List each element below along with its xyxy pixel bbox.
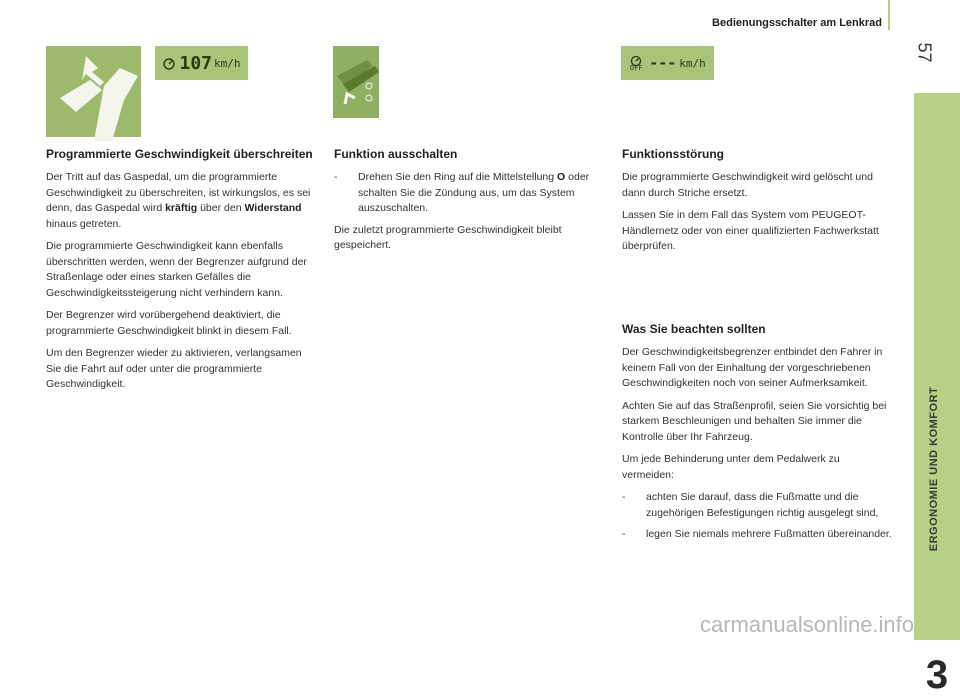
off-display — [621, 46, 714, 80]
section-heading: Was Sie beachten sollten — [622, 322, 766, 336]
section-heading: Programmierte Geschwindigkeit überschreiten — [46, 147, 313, 161]
list-item-text: legen Sie niemals mehrere Fußmatten übereinander. — [646, 528, 892, 540]
pedal-illustration — [46, 46, 141, 137]
speed-value: 107 — [179, 52, 212, 74]
section-malfunction — [622, 147, 894, 262]
list-item-text — [358, 170, 598, 217]
header-title: Bedienungsschalter am Lenkrad — [712, 17, 882, 29]
section-notes — [622, 322, 894, 549]
paragraph: Der Geschwindigkeitsbegrenzer entbindet den Fahrer in keinem Fall von der Einhaltung der vorgeschriebenen Geschwindigkeiten noch von seiner Aufmerksamkeit. — [622, 346, 883, 389]
section-override — [46, 147, 318, 400]
dashes: --- — [649, 54, 677, 72]
paragraph: Um den Begrenzer wieder zu aktivieren, verlangsamen Sie die Fahrt auf oder unter die programmierte Geschwindigkeit. — [46, 347, 302, 390]
off-label: OFF — [629, 64, 643, 72]
paragraph: Die programmierte Geschwindigkeit kann ebenfalls überschritten werden, wenn der Begrenzer aufgrund der Straßenlage oder eines starken Gefälles die Geschwindigkeitssteigerung nicht verhindern kann. — [46, 240, 307, 299]
list-dash: - — [334, 171, 338, 183]
speed-unit: km/h — [214, 56, 241, 70]
section-heading: Funktionsstörung — [622, 147, 724, 161]
paragraph: Achten Sie auf das Straßenprofil, seien Sie vorsichtig bei starkem Beschleunigen und behalten Sie immer die Kontrolle über Ihr Fahrzeug. — [622, 399, 887, 443]
text-span: oder schalten Sie die Zündung aus, um das System auszuschalten. — [358, 171, 590, 214]
header-rule — [888, 0, 890, 30]
list-dash: - — [622, 491, 626, 503]
paragraph: Der Begrenzer wird vorübergehend deaktiviert, die programmierte Geschwindigkeit blinkt in diesem Fall. — [46, 309, 292, 337]
list-item — [622, 490, 894, 521]
paragraph: Lassen Sie in dem Fall das System vom PEUGEOT-Händlernetz oder von einer qualifizierten Fachwerkstatt überprüfen. — [622, 209, 879, 252]
text-span: hinaus getreten. — [46, 217, 122, 230]
paragraph — [46, 170, 318, 232]
chapter-number: 3 — [925, 653, 949, 697]
bold-text: O — [557, 171, 566, 183]
paragraph: Die programmierte Geschwindigkeit wird gelöscht und dann durch Striche ersetzt. — [622, 171, 873, 199]
page-number: 57 — [914, 42, 935, 63]
section-heading: Funktion ausschalten — [334, 147, 458, 161]
section-switch-off — [334, 147, 598, 261]
foot-pedal-icon — [46, 46, 141, 137]
speed-unit: km/h — [679, 56, 706, 70]
text-span: über den — [197, 202, 245, 214]
bold-text: Widerstand — [244, 202, 302, 214]
steering-switch-icon — [333, 46, 379, 118]
list-item — [622, 527, 894, 543]
text-span: Der Tritt auf das Gaspedal, um die programmierte Geschwindigkeit zu überschreiten, ist wirkungslos, es sei denn, das Gaspedal wird — [46, 171, 311, 214]
paragraph: Um jede Behinderung unter dem Pedalwerk zu vermeiden: — [622, 453, 840, 481]
list-item — [334, 170, 598, 217]
watermark: carmanualsonline.info — [700, 612, 915, 637]
speed-display — [155, 46, 248, 80]
list-dash: - — [622, 528, 626, 540]
switch-illustration — [333, 46, 379, 118]
text-span: Drehen Sie den Ring auf die Mittelstellung — [358, 171, 558, 183]
list-item-text: achten Sie darauf, dass die Fußmatte und die zugehörigen Befestigungen richtig ausgelegt sind, — [646, 491, 879, 519]
bold-text: kräftig — [165, 202, 198, 214]
speedometer-icon — [162, 56, 176, 70]
chapter-sidebar — [914, 93, 960, 697]
chapter-label: ERGONOMIE UND KOMFORT — [928, 386, 940, 552]
paragraph: Die zuletzt programmierte Geschwindigkeit bleibt gespeichert. — [334, 223, 562, 251]
